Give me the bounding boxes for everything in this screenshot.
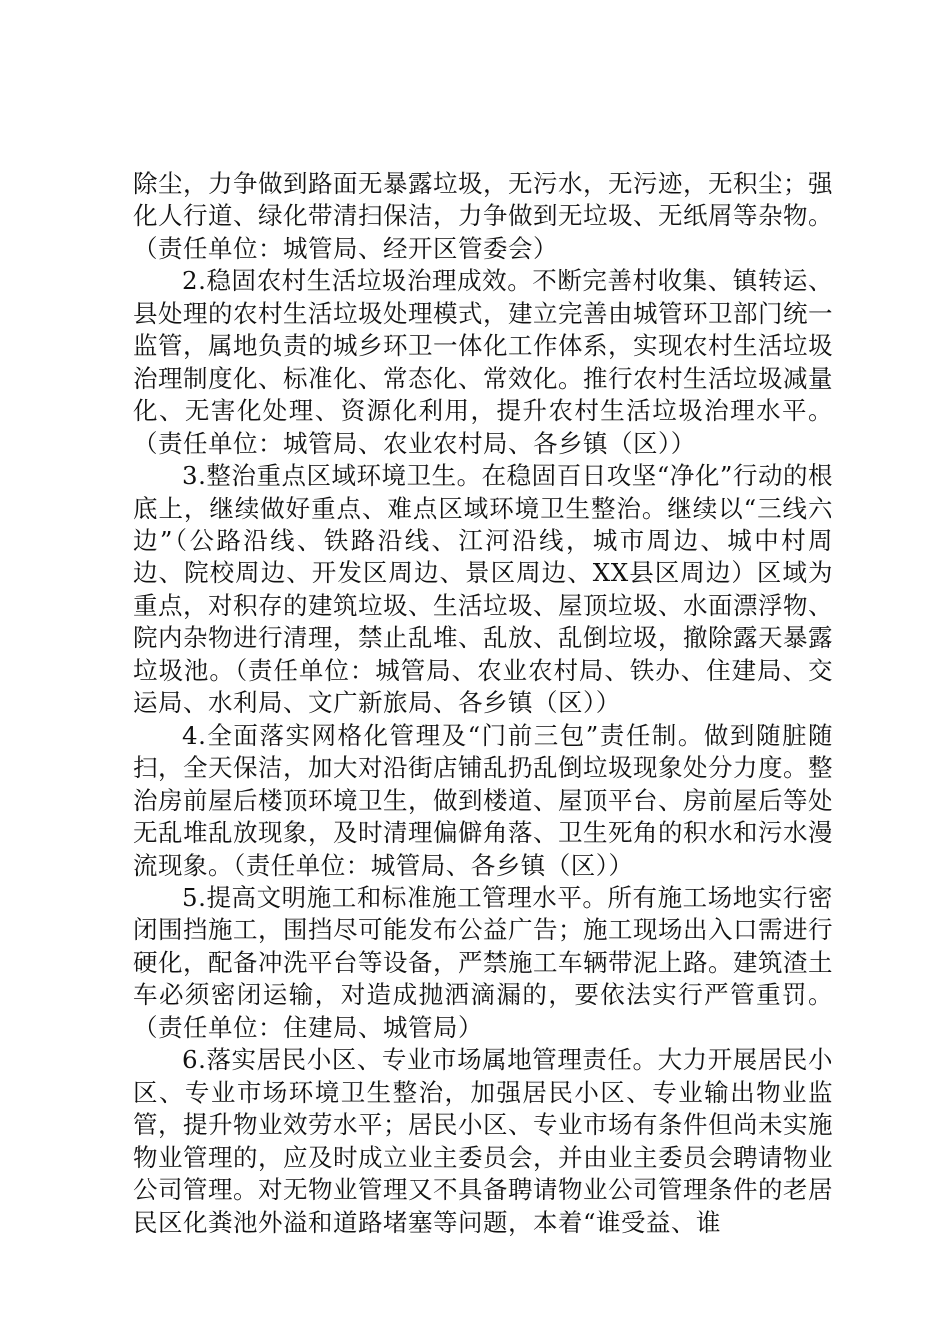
- document-body: [133, 168, 833, 1239]
- paragraph-item-4: 4.全面落实网格化管理及“门前三包”责任制。做到随脏随扫，全天保洁，加大对沿街店铺乱扔乱倒垃圾现象处分力度。整治房前屋后楼顶环境卫生，做到楼道、屋顶平台、房前屋后等处无乱堆乱放现象，及时清理偏僻角落、卫生死角的积水和污水漫流现象。（责任单位：城管局、各乡镇（区））: [133, 720, 833, 880]
- paragraph-continued: 除尘，力争做到路面无暴露垃圾，无污水，无污迹，无积尘；强化人行道、绿化带清扫保洁，力争做到无垃圾、无纸屑等杂物。（责任单位：城管局、经开区管委会）: [133, 169, 833, 263]
- paragraph-item-6: 6.落实居民小区、专业市场属地管理责任。大力开展居民小区、专业市场环境卫生整治，加强居民小区、专业输出物业监管，提升物业效劳水平；居民小区、专业市场有条件但尚未实施物业管理的，应及时成立业主委员会，并由业主委员会聘请物业公司管理。对无物业管理又不具备聘请物业公司管理条件的老居民区化粪池外溢和道路堵塞等问题，本着“谁受益、谁: [133, 1045, 833, 1237]
- paragraph-item-3: 3.整治重点区域环境卫生。在稳固百日攻坚“净化”行动的根底上，继续做好重点、难点区域环境卫生整治。继续以“三线六边”（公路沿线、铁路沿线、江河沿线，城市周边、城中村周边、院校周边、开发区周边、景区周边、XX县区周边）区域为重点，对积存的建筑垃圾、生活垃圾、屋顶垃圾、水面漂浮物、院内杂物进行清理，禁止乱堆、乱放、乱倒垃圾，撤除露天暴露垃圾池。（责任单位：城管局、农业农村局、铁办、住建局、交运局、水利局、文广新旅局、各乡镇（区））: [133, 461, 833, 718]
- paragraph-item-5: 5.提高文明施工和标准施工管理水平。所有施工场地实行密闭围挡施工，围挡尽可能发布公益广告；施工现场出入口需进行硬化，配备冲洗平台等设备，严禁施工车辆带泥上路。建筑渣土车必须密闭运输，对造成抛洒滴漏的，要依法实行严管重罚。（责任单位：住建局、城管局）: [133, 882, 833, 1042]
- paragraph-item-2: 2.稳固农村生活垃圾治理成效。不断完善村收集、镇转运、县处理的农村生活垃圾处理模式，建立完善由城管环卫部门统一监管，属地负责的城乡环卫一体化工作体系，实现农村生活垃圾治理制度化、标准化、常态化、常效化。推行农村生活垃圾减量化、无害化处理、资源化利用，提升农村生活垃圾治理水平。（责任单位：城管局、农业农村局、各乡镇（区））: [133, 266, 833, 458]
